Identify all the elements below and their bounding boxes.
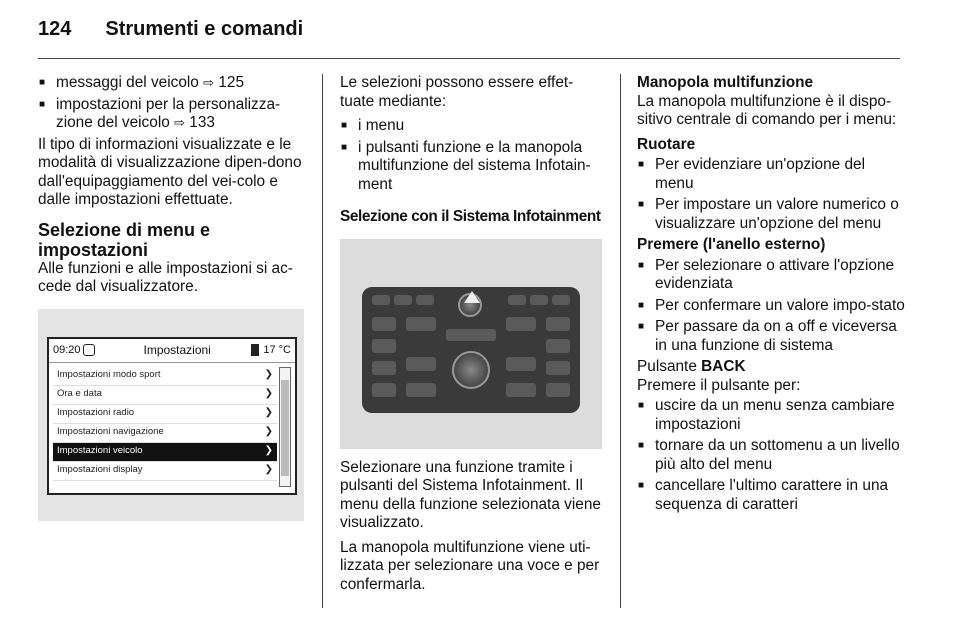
screen-menu-item-selected[interactable]: Impostazioni veicolo ❯	[53, 443, 277, 462]
subheading: Manopola multifunzione	[637, 74, 814, 91]
list-item: ■ i pulsanti funzione e la manopola multifunzione del sistema Infotain-ment	[340, 139, 606, 195]
function-button	[506, 383, 536, 397]
chevron-right-icon: ❯	[264, 464, 273, 476]
section-heading: Selezione di menu e impostazioni	[38, 219, 211, 260]
list-item: ■ i menu	[340, 117, 606, 136]
preset-button	[394, 295, 412, 305]
function-button	[446, 329, 496, 341]
section-title: Strumenti e comandi	[105, 18, 304, 40]
screen-status-bar	[49, 339, 295, 363]
screen-time: 09:20	[53, 343, 81, 356]
preset-button	[508, 295, 526, 305]
bullet-list-premere	[637, 257, 905, 356]
function-button	[546, 339, 570, 353]
column-1	[38, 74, 306, 521]
screen-temperature: 17 °C	[263, 343, 291, 356]
list-item: ■ tornare da un sottomenu a un livello più alto del menu	[637, 437, 905, 474]
bullet-list-1	[38, 74, 306, 133]
list-item: ■ impostazioni per la personalizza-zione del veicolo ⇨ 133	[38, 96, 306, 133]
paragraph: La manopola multifunzione è il dispo-sitivo centrale di comando per i menu:	[637, 92, 897, 128]
preset-button	[416, 295, 434, 305]
back-button-label: Pulsante BACK	[637, 358, 746, 375]
preset-button	[372, 295, 390, 305]
subheading: Selezione con il Sistema Infotainment	[340, 208, 601, 225]
screen-menu-item[interactable]: Impostazioni radio ❯	[53, 405, 277, 424]
function-button	[406, 317, 436, 331]
scroll-thumb[interactable]	[281, 380, 289, 476]
function-button	[406, 383, 436, 397]
column-2	[340, 74, 606, 600]
column-3	[637, 74, 905, 517]
preset-button	[530, 295, 548, 305]
list-item: ■ uscire da un menu senza cambiare impostazioni	[637, 397, 905, 434]
function-button	[546, 361, 570, 375]
phone-icon	[251, 344, 259, 356]
page-number: 124	[38, 18, 72, 40]
paragraph: Alle funzioni e alle impostazioni si ac-cede dal visualizzatore.	[38, 259, 293, 295]
xref-page[interactable]: 125	[218, 74, 245, 91]
column-divider-1	[322, 74, 323, 608]
screen-menu-item[interactable]: Impostazioni navigazione ❯	[53, 424, 277, 443]
chevron-right-icon: ❯	[264, 445, 273, 457]
xref-arrow-icon: ⇨	[203, 75, 215, 90]
paragraph: Il tipo di informazioni visualizzate e le modalità di visualizzazione dipen-dono dall'equipaggiamento del vei-colo e dalle impostazioni effettuate.	[38, 135, 302, 208]
control-panel	[362, 287, 580, 413]
function-button	[372, 383, 396, 397]
list-item: ■ Per evidenziare un'opzione del menu	[637, 156, 905, 193]
xref-page[interactable]: 133	[189, 114, 215, 131]
multifunction-knob	[452, 351, 490, 389]
paragraph: Le selezioni possono essere effet-tuate mediante:	[340, 74, 574, 110]
chevron-right-icon: ❯	[264, 369, 273, 381]
back-key-name: BACK	[701, 358, 746, 375]
chevron-right-icon: ❯	[264, 388, 273, 400]
function-button	[406, 357, 436, 371]
screen-scrollbar[interactable]	[279, 367, 291, 487]
column-divider-2	[620, 74, 621, 608]
screen-menu-item[interactable]: Impostazioni modo sport ❯	[53, 367, 277, 386]
paragraph: La manopola multifunzione viene uti-lizzata per selezionare una voce e per confermarla.	[340, 538, 600, 593]
function-button	[506, 317, 536, 331]
header-rule	[38, 58, 900, 59]
subheading: Ruotare	[637, 135, 696, 153]
clock-icon	[83, 344, 95, 356]
screen-menu-item[interactable]: Ora e data ❯	[53, 386, 277, 405]
list-item: ■ Per passare da on a off e viceversa in una funzione di sistema	[637, 318, 905, 355]
bullet-list-ruotare	[637, 156, 905, 233]
chevron-right-icon: ❯	[264, 426, 273, 438]
function-button	[372, 361, 396, 375]
subheading: Premere (l'anello esterno)	[637, 236, 826, 253]
paragraph: Selezionare una funzione tramite i pulsanti del Sistema Infotainment. Il menu della funzione selezionata viene visualizzato.	[340, 458, 601, 531]
list-item: ■ Per confermare un valore impo-stato	[637, 297, 905, 316]
function-button	[546, 317, 570, 331]
paragraph: Premere il pulsante per:	[637, 376, 801, 394]
display-screen	[47, 337, 297, 495]
screen-title: Impostazioni	[143, 342, 211, 357]
bullet-list-back	[637, 397, 905, 514]
list-item: ■ Per impostare un valore numerico o visualizzare un'opzione del menu	[637, 196, 905, 233]
bullet-list-2	[340, 117, 606, 194]
xref-arrow-icon: ⇨	[174, 115, 185, 130]
infotainment-panel-image	[340, 239, 602, 449]
screen-menu-list	[53, 367, 277, 481]
page-header	[38, 18, 303, 41]
hazard-icon	[464, 291, 480, 303]
chevron-right-icon: ❯	[264, 407, 273, 419]
function-button	[372, 339, 396, 353]
settings-screen-image	[38, 309, 304, 521]
list-item: ■ messaggi del veicolo ⇨ 125	[38, 74, 306, 93]
function-button	[546, 383, 570, 397]
list-item: ■ cancellare l'ultimo carattere in una sequenza di caratteri	[637, 477, 905, 514]
screen-menu-item[interactable]: Impostazioni display ❯	[53, 462, 277, 481]
preset-button	[552, 295, 570, 305]
list-item: ■ Per selezionare o attivare l'opzione evidenziata	[637, 257, 905, 294]
function-button	[506, 357, 536, 371]
function-button	[372, 317, 396, 331]
